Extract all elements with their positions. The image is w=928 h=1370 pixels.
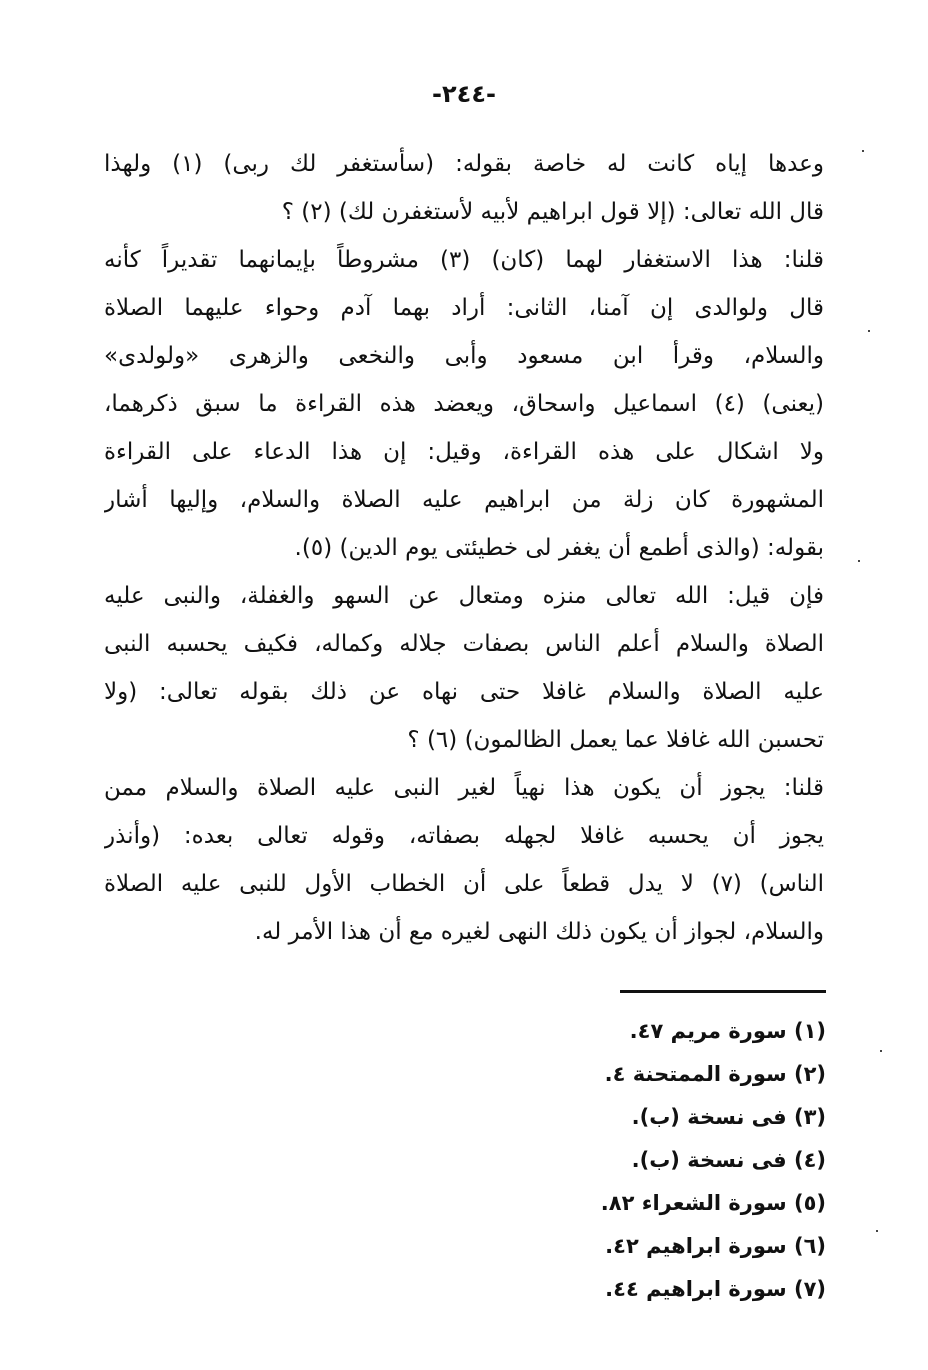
text-line: فإن قيل: الله تعالى منزه ومتعال عن السهو والغفلة، والنبى عليه: [104, 583, 824, 609]
text-line: والسلام، لجواز أن يكون ذلك النهى لغيره مع أن هذا الأمر له.: [254, 919, 824, 945]
footnote-item: (٦) سورة ابراهيم ٤٢.: [605, 1234, 826, 1258]
text-line: الصلاة والسلام أعلم الناس بصفات جلاله وكماله، فكيف يحسبه النبى: [104, 631, 824, 657]
footnote-item: (٣) فى نسخة (ب).: [631, 1105, 826, 1129]
footnote-item: (٤) فى نسخة (ب).: [631, 1148, 826, 1172]
footnote-item: (٢) سورة الممتحنة ٤.: [604, 1062, 826, 1086]
text-line: المشهورة كان زلة من ابراهيم عليه الصلاة والسلام، وإليها أشار: [104, 487, 824, 513]
scan-speck: [862, 150, 864, 152]
text-line: بقوله: (والذى أطمع أن يغفر لى خطيئتى يوم الدين) (٥).: [294, 535, 824, 561]
footnote-divider: [620, 990, 826, 993]
footnote-item: (٥) سورة الشعراء ٨٢.: [600, 1191, 826, 1215]
text-line: قال الله تعالى: (إلا قول ابراهيم لأبيه لأستغفرن لك) (٢) ؟: [281, 199, 824, 225]
text-line: قلنا: هذا الاستغفار لهما (كان) (٣) مشروطاً بإيمانهما تقديراً كأنه: [104, 247, 824, 273]
text-line: عليه الصلاة والسلام غافلا حتى نهاه عن ذلك بقوله تعالى: (ولا: [104, 679, 824, 705]
body-text: [104, 140, 824, 956]
footnote-item: (١) سورة مريم ٤٧.: [629, 1019, 826, 1043]
text-line: وعدها إياه كانت له خاصة بقوله: (سأستغفر لك ربى) (١) ولهذا: [104, 151, 824, 177]
text-line: قلنا: يجوز أن يكون هذا نهياً لغير النبى عليه الصلاة والسلام ممن: [104, 775, 824, 801]
footnotes: [500, 1010, 826, 1311]
text-line: الناس) (٧) لا يدل قطعاً على أن الخطاب الأول للنبى عليه الصلاة: [104, 871, 824, 897]
page-number: -٢٤٤-: [432, 80, 496, 108]
text-line: يجوز أن يحسبه غافلا لجهله بصفاته، وقوله تعالى بعده: (وأنذر: [104, 823, 824, 849]
scan-speck: [880, 1050, 882, 1052]
text-line: ولا اشكال على هذه القراءة، وقيل: إن هذا الدعاء على القراءة: [104, 439, 824, 465]
scan-speck: [868, 330, 870, 332]
scan-speck: [876, 1230, 878, 1232]
scan-speck: [858, 560, 860, 562]
footnote-item: (٧) سورة ابراهيم ٤٤.: [605, 1277, 826, 1301]
text-line: (يعنى) (٤) اسماعيل واسحاق، ويعضد هذه القراءة ما سبق ذكرهما،: [104, 391, 824, 417]
text-line: والسلام، وقرأ ابن مسعود وأبى والنخعى والزهرى «ولولدى»: [104, 343, 824, 369]
text-line: قال ولوالدى إن آمنا، الثانى: أراد بهما آدم وحواء عليهما الصلاة: [104, 295, 824, 321]
text-line: تحسبن الله غافلا عما يعمل الظالمون) (٦) ؟: [407, 727, 824, 753]
